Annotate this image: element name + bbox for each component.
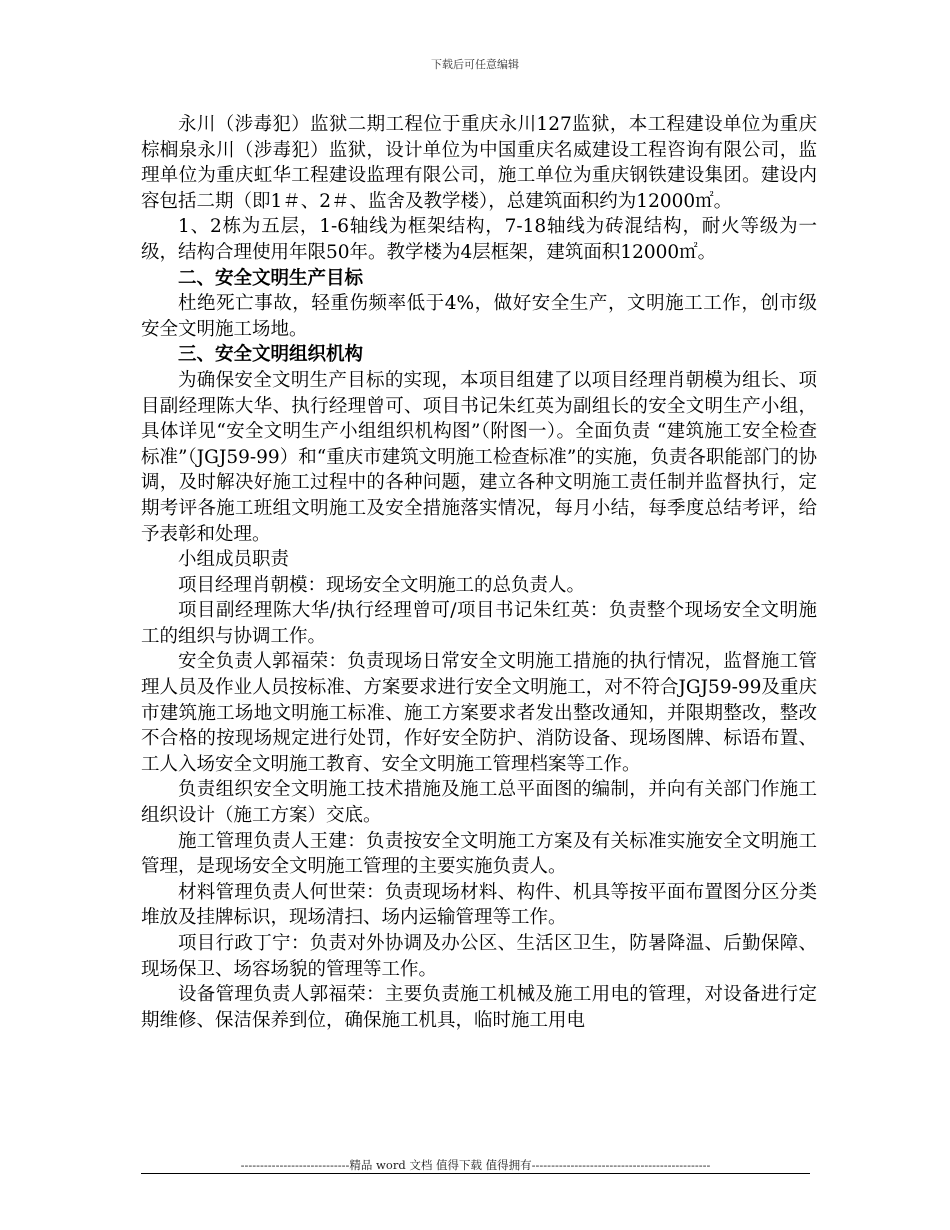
paragraph-safety-officer: 安全负责人郭福荣：负责现场日常安全文明施工措施的执行情况，监督施工管理人员及作业人员按标准、方案要求进行安全文明施工，对不符合JGJ59-99及重庆市建筑施工场地文明施工标准、施工方案要求者发出整改通知，并限期整改，整改不合格的按现场规定进行处罚，作好安全防护、消防设备、现场图牌、标语布置、工人入场安全文明施工教育、安全文明施工管理档案等工作。 [141,651,817,775]
paragraph-materials-manager: 材料管理负责人何世荣：负责现场材料、构件、机具等按平面布置图分区分类堆放及挂牌标识，现场清扫、场内运输管理等工作。 [141,881,817,929]
paragraph-deputy-managers: 项目副经理陈大华/执行经理曾可/项目书记朱红英：负责整个现场安全文明施工的组织与协调工作。 [141,600,817,647]
footer-text: ----------------------------精品 word 文档 值得下载 值得拥有---------------------------------------------- [240,1158,711,1172]
paragraph-organization: 为确保安全文明生产目标的实现，本项目组建了以项目经理肖朝模为组长、项目副经理陈大华、执行经理曾可、项目书记朱红英为副组长的安全文明生产小组，具体详见“安全文明生产小组组织机构图”（附图一）。全面负责 “建筑施工安全检查标准”（JGJ59-99）和“重庆市建筑文明施工检查标准”的实施，负责各职能部门的协调，及时解决好施工过程中的各种问题，建立各种文明施工责任制并监督执行，定期考评各施工班组文明施工及安全措施落实情况，每月小结，每季度总结考评，给予表彰和处理。 [141,369,817,545]
footer-rule [141,1173,810,1174]
paragraph-technical-measures: 负责组织安全文明施工技术措施及施工总平面图的编制，并向有关部门作施工组织设计（施工方案）交底。 [141,779,817,827]
paragraph-construction-manager: 施工管理负责人王建：负责按安全文明施工方案及有关标准实施安全文明施工管理，是现场安全文明施工管理的主要实施负责人。 [141,830,817,878]
paragraph-member-duties-title: 小组成员职责 [178,549,290,571]
heading-safety-goal: 二、安全文明生产目标 [178,267,364,289]
paragraph-structure: 1、2栋为五层，1-6轴线为框架结构，7-18轴线为砖混结构，耐火等级为一级，结构合理使用年限50年。教学楼为4层框架，建筑面积12000㎡。 [141,216,817,263]
heading-organization: 三、安全文明组织机构 [178,344,364,366]
paragraph-project-overview: 永川（涉毒犯）监狱二期工程位于重庆永川127监狱，本工程建设单位为重庆棕榈泉永川（涉毒犯）监狱，设计单位为中国重庆名威建设工程咨询有限公司，监理单位为重庆虹华工程建设监理有限公司，施工单位为重庆钢铁建设集团。建设内容包括二期（即1＃、2＃、监舍及教学楼），总建筑面积约为12000㎡。 [141,114,817,212]
paragraph-administration: 项目行政丁宁：负责对外协调及办公区、生活区卫生，防暑降温、后勤保障、现场保卫、场容场貌的管理等工作。 [141,933,817,980]
document-body [141,112,817,1033]
paragraph-project-manager: 项目经理肖朝模：现场安全文明施工的总负责人。 [178,574,586,596]
header-note: 下载后可任意编辑 [431,58,519,71]
paragraph-equipment-manager: 设备管理负责人郭福荣：主要负责施工机械及施工用电的管理，对设备进行定期维修、保洁保养到位，确保施工机具，临时施工用电 [141,984,817,1031]
paragraph-safety-goal: 杜绝死亡事故，轻重伤频率低于4%，做好安全生产，文明施工工作，创市级安全文明施工场地。 [141,293,817,340]
